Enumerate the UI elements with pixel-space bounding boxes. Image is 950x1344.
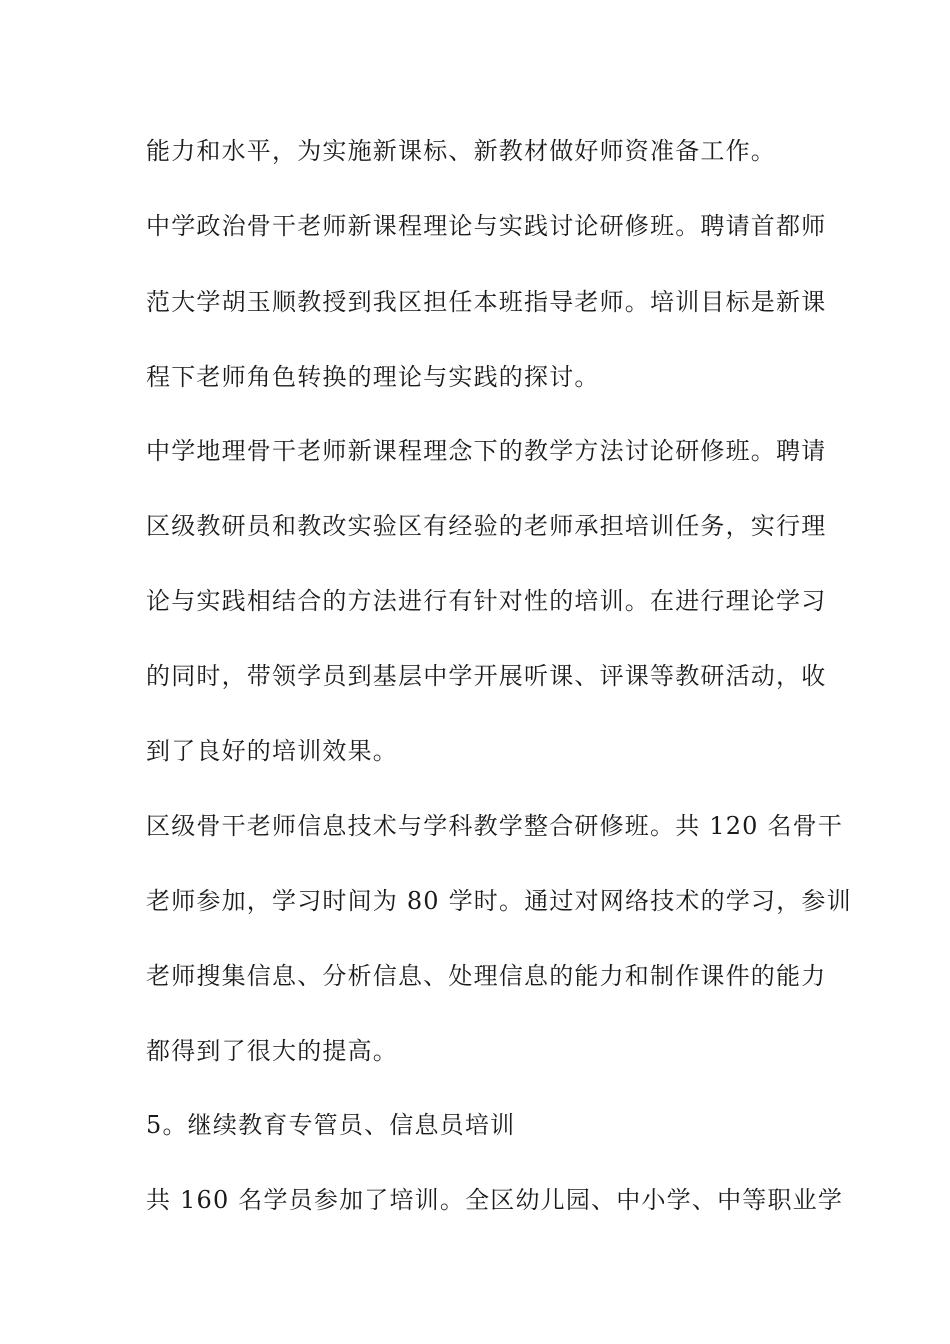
text-line: 中学地理骨干老师新课程理念下的教学方法讨论研修班。聘请 xyxy=(146,437,827,465)
section-heading: 5。继续教育专管员、信息员培训 xyxy=(146,1111,516,1139)
text-line: 共 160 名学员参加了培训。全区幼儿园、中小学、中等职业学 xyxy=(146,1186,844,1214)
text-line: 老师参加，学习时间为 80 学时。通过对网络技术的学习，参训 xyxy=(146,887,852,915)
text-line: 区级教研员和教改实验区有经验的老师承担培训任务，实行理 xyxy=(146,512,827,540)
text-line: 到了良好的培训效果。 xyxy=(146,737,398,765)
text-line: 论与实践相结合的方法进行有针对性的培训。在进行理论学习 xyxy=(146,587,827,615)
text-line: 能力和水平，为实施新课标、新教材做好师资准备工作。 xyxy=(146,137,776,165)
text-line: 的同时，带领学员到基层中学开展听课、评课等教研活动，收 xyxy=(146,662,827,690)
text-line: 都得到了很大的提高。 xyxy=(146,1037,398,1065)
text-line: 中学政治骨干老师新课程理论与实践讨论研修班。聘请首都师 xyxy=(146,212,827,240)
text-line: 范大学胡玉顺教授到我区担任本班指导老师。培训目标是新课 xyxy=(146,288,827,316)
text-line: 老师搜集信息、分析信息、处理信息的能力和制作课件的能力 xyxy=(146,962,827,990)
text-line: 区级骨干老师信息技术与学科教学整合研修班。共 120 名骨干 xyxy=(146,812,844,840)
text-line: 程下老师角色转换的理论与实践的探讨。 xyxy=(146,363,600,391)
